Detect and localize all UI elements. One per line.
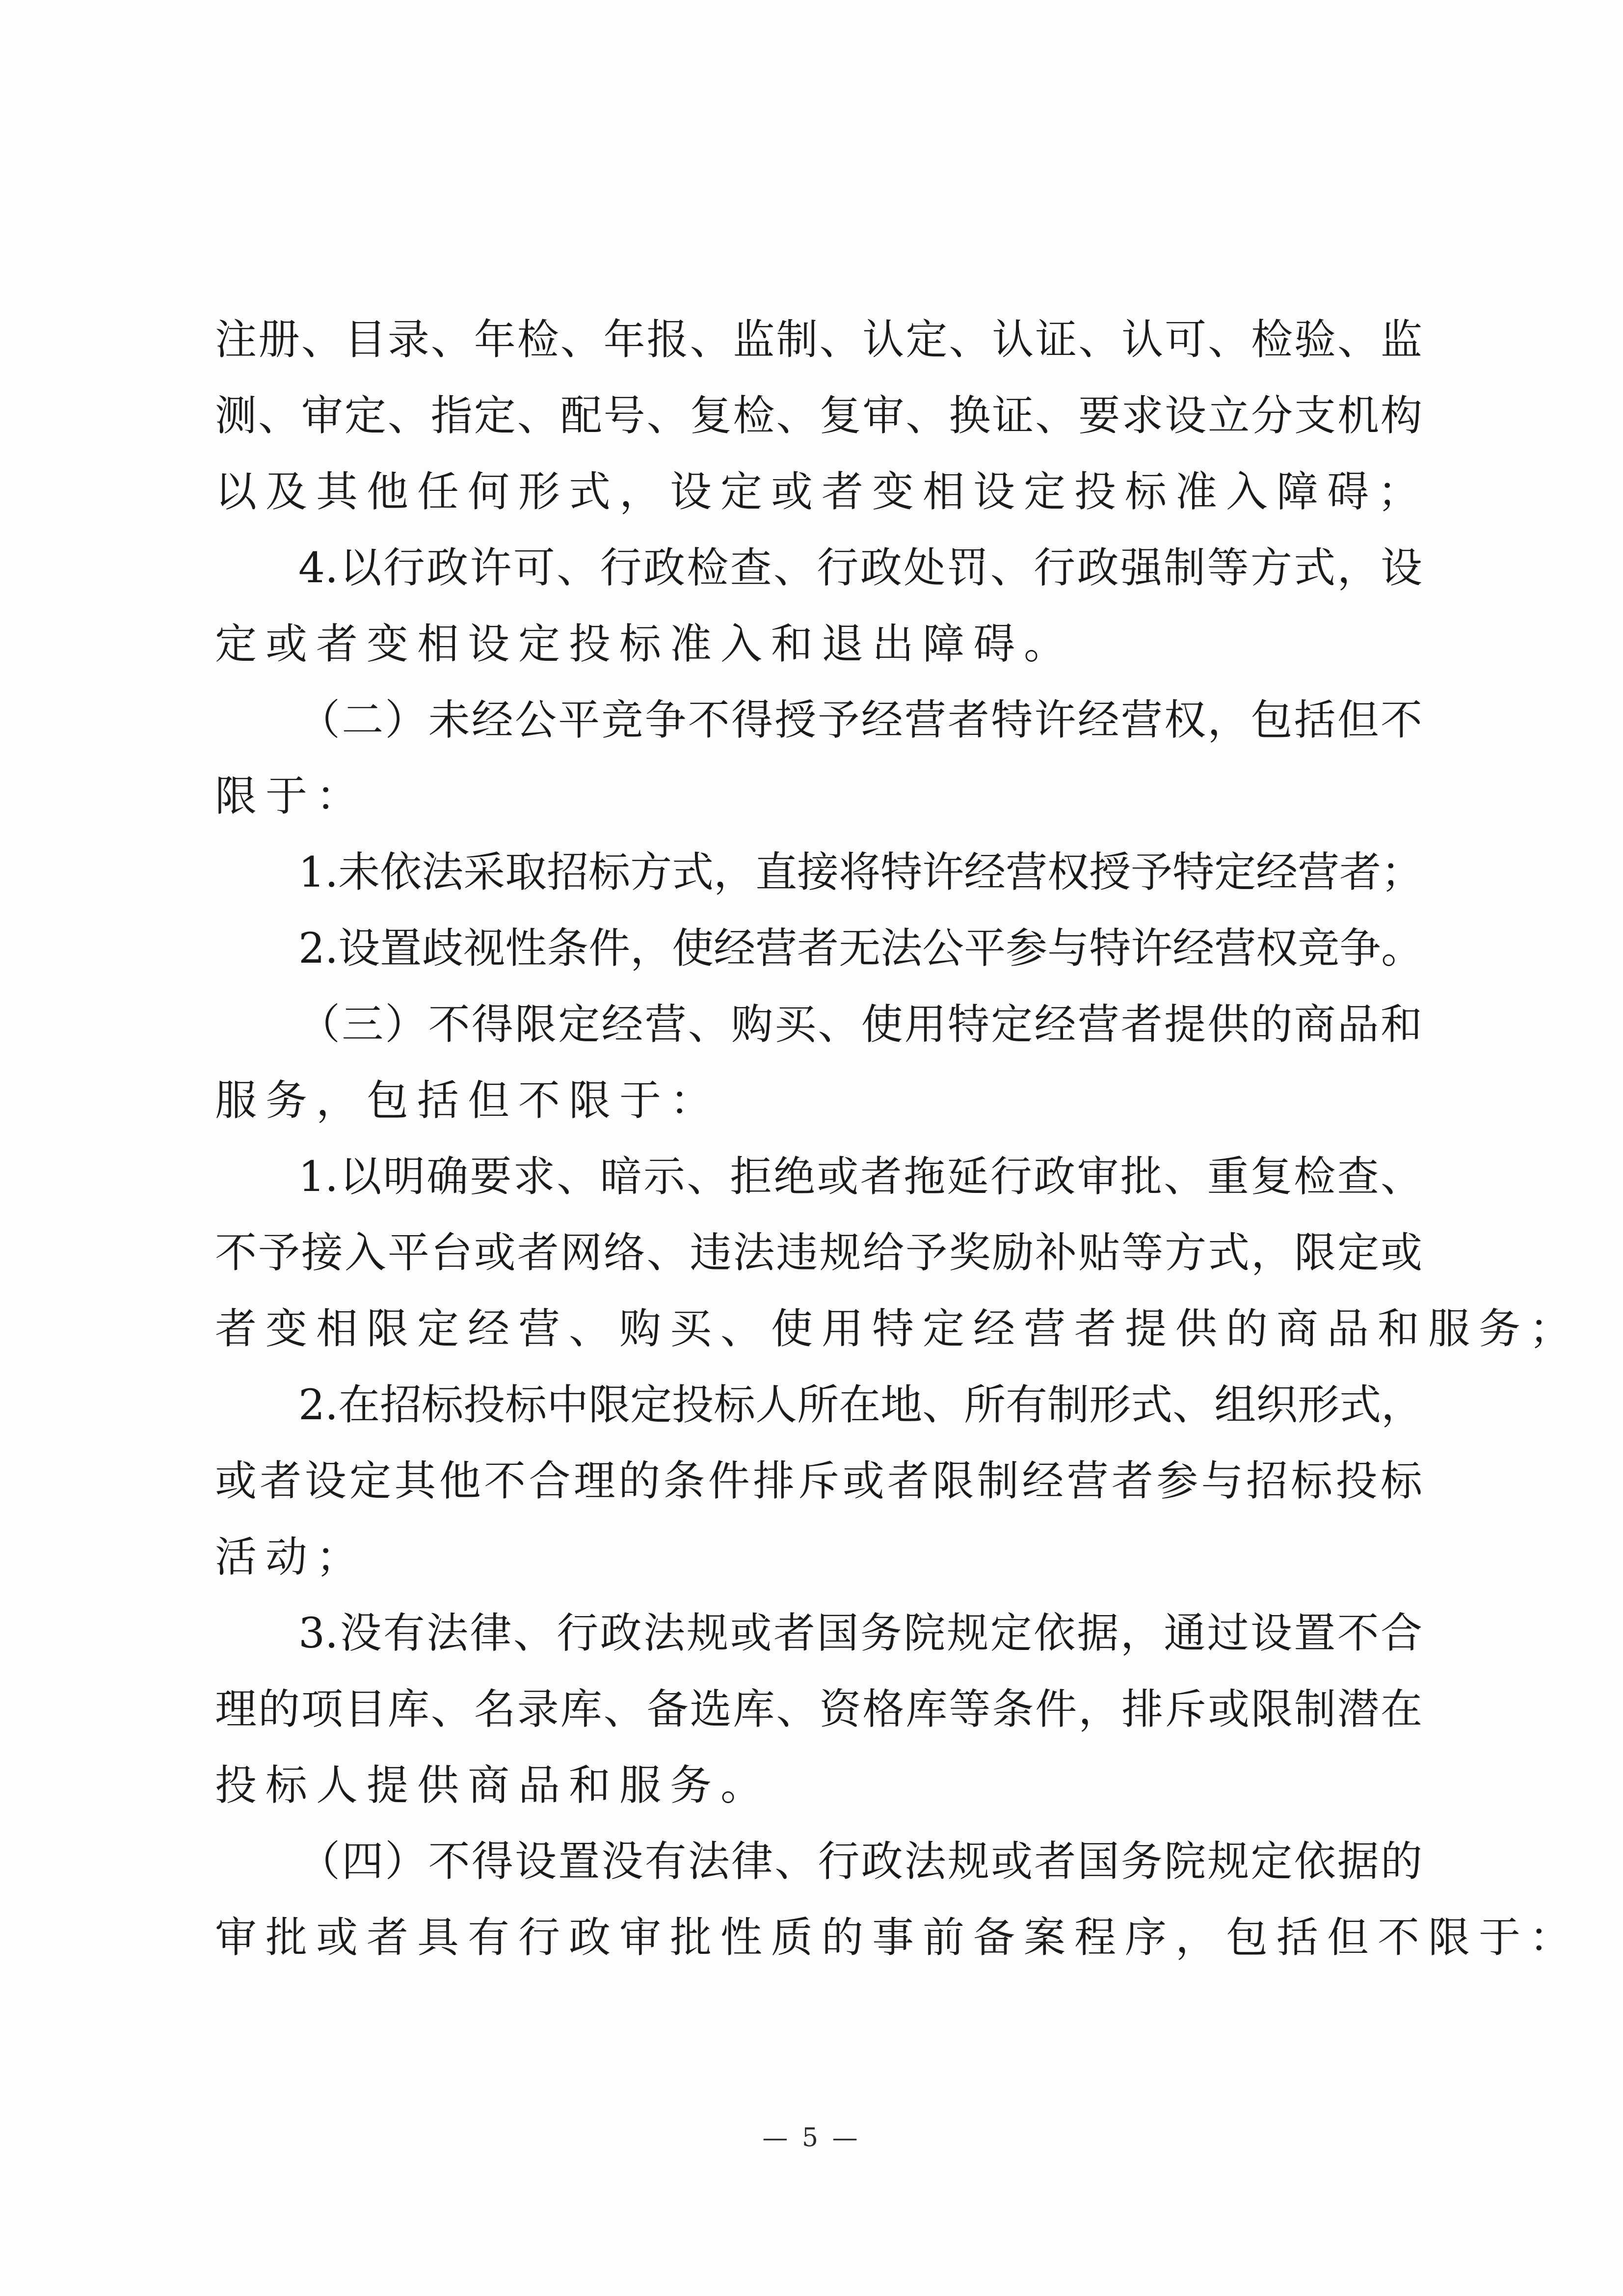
document-body — [215, 302, 1580, 1976]
list-item-line: 3.没有法律、行政法规或者国务院规定依据，通过设置不合 — [298, 1609, 1422, 1658]
list-item-line: 理的项目库、名录库、备选库、资格库等条件，排斥或限制潜在 — [215, 1685, 1422, 1734]
paragraph-line: 定或者变相设定投标准入和退出障碍。 — [215, 620, 1075, 669]
page-number: — 5 — — [762, 2123, 861, 2153]
section-heading-line: 限于： — [215, 772, 367, 821]
list-item-line: 投标人提供商品和服务。 — [215, 1761, 772, 1810]
section-heading-line: 审批或者具有行政审批性质的事前备案程序，包括但不限于： — [215, 1914, 1580, 1962]
list-item-line: 2.在招标投标中限定投标人所在地、所有制形式、组织形式， — [298, 1381, 1423, 1430]
paragraph-line: 以及其他任何形式，设定或者变相设定投标准入障碍； — [215, 468, 1429, 516]
section-heading-line: （二）未经公平竞争不得授予经营者特许经营权，包括但不 — [298, 696, 1422, 745]
list-item-line: 1.以明确要求、暗示、拒绝或者拖延行政审批、重复检查、 — [298, 1153, 1422, 1201]
list-item-line: 者变相限定经营、购买、使用特定经营者提供的商品和服务； — [215, 1305, 1580, 1353]
list-item-line: 活动； — [215, 1533, 367, 1582]
list-item-line: 或者设定其他不合理的条件排斥或者限制经营者参与招标投标 — [215, 1457, 1422, 1506]
paragraph-line: 4.以行政许可、行政检查、行政处罚、行政强制等方式，设 — [298, 544, 1422, 593]
list-item-line: 1.未依法采取招标方式，直接将特许经营权授予特定经营者； — [298, 848, 1423, 897]
section-heading-line: 服务，包括但不限于： — [215, 1077, 721, 1125]
paragraph-line: 测、审定、指定、配号、复检、复审、换证、要求设立分支机构 — [215, 392, 1422, 440]
section-heading-line: （四）不得设置没有法律、行政法规或者国务院规定依据的 — [298, 1837, 1422, 1886]
section-heading-line: （三）不得限定经营、购买、使用特定经营者提供的商品和 — [298, 1000, 1422, 1049]
list-item-line: 2.设置歧视性条件，使经营者无法公平参与特许经营权竞争。 — [298, 924, 1423, 973]
list-item-line: 不予接入平台或者网络、违法违规给予奖励补贴等方式，限定或 — [215, 1229, 1422, 1277]
paragraph-line: 注册、目录、年检、年报、监制、认定、认证、认可、检验、监 — [215, 316, 1422, 364]
